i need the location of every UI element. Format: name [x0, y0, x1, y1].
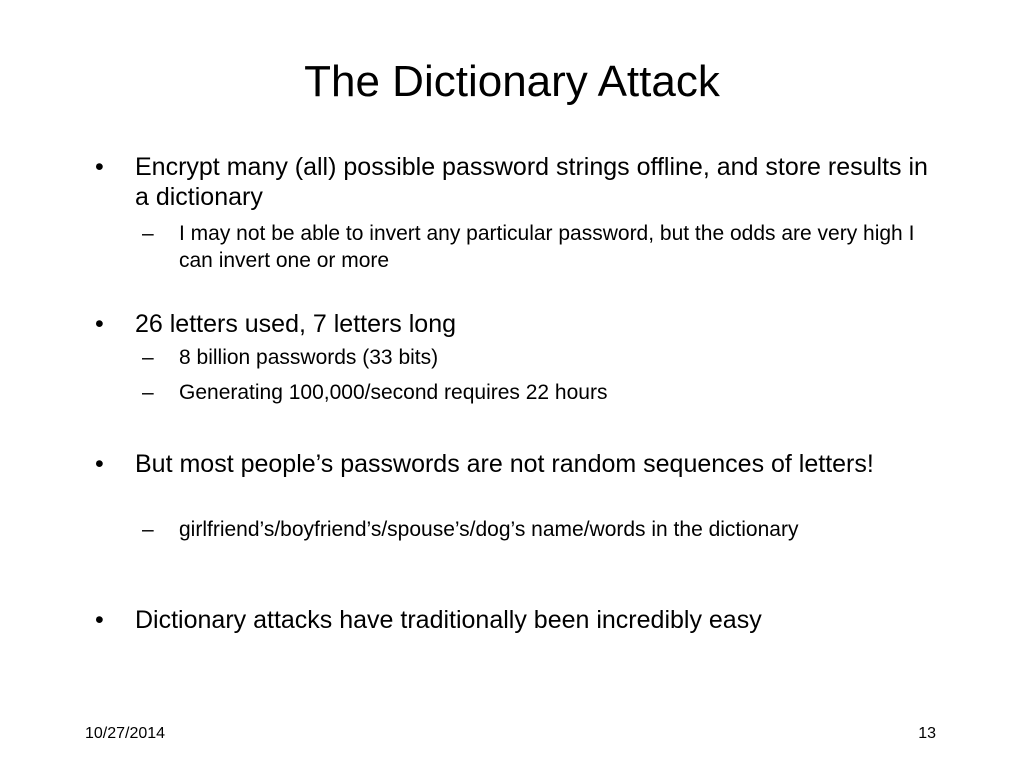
bullet-text: Dictionary attacks have traditionally been incredibly easy [135, 606, 762, 634]
sub-bullet-item [142, 344, 932, 371]
bullet-marker: • [95, 310, 104, 338]
sub-bullet-marker: – [142, 222, 154, 245]
sub-bullet-marker: – [142, 518, 154, 541]
sub-bullet-marker: – [142, 346, 154, 369]
sub-bullet-marker: – [142, 381, 154, 404]
bullet-item [95, 605, 935, 635]
bullet-text: 26 letters used, 7 letters long [135, 310, 457, 338]
sub-bullet-item [142, 379, 932, 406]
footer-date: 10/27/2014 [85, 725, 166, 742]
bullet-item [95, 152, 935, 212]
sub-bullet-text: Generating 100,000/second requires 22 hours [179, 381, 608, 404]
bullet-item [95, 449, 935, 479]
footer-page-number: 13 [918, 725, 936, 742]
bullet-text: But most people’s passwords are not random sequences of letters! [135, 450, 874, 478]
bullet-item [95, 309, 935, 339]
sub-bullet-text: girlfriend’s/boyfriend’s/spouse’s/dog’s name/words in the dictionary [179, 518, 799, 541]
sub-bullet-text: 8 billion passwords (33 bits) [179, 346, 439, 369]
sub-bullet-item [142, 220, 932, 274]
slide-title: The Dictionary Attack [304, 57, 720, 106]
bullet-marker: • [95, 450, 104, 478]
bullet-marker: • [95, 153, 104, 181]
bullet-text: Encrypt many (all) possible password strings offline, and store results in a dictionary [135, 153, 928, 211]
bullet-marker: • [95, 606, 104, 634]
sub-bullet-item [142, 516, 932, 543]
sub-bullet-text: I may not be able to invert any particular password, but the odds are very high I can invert one or more [179, 222, 915, 272]
